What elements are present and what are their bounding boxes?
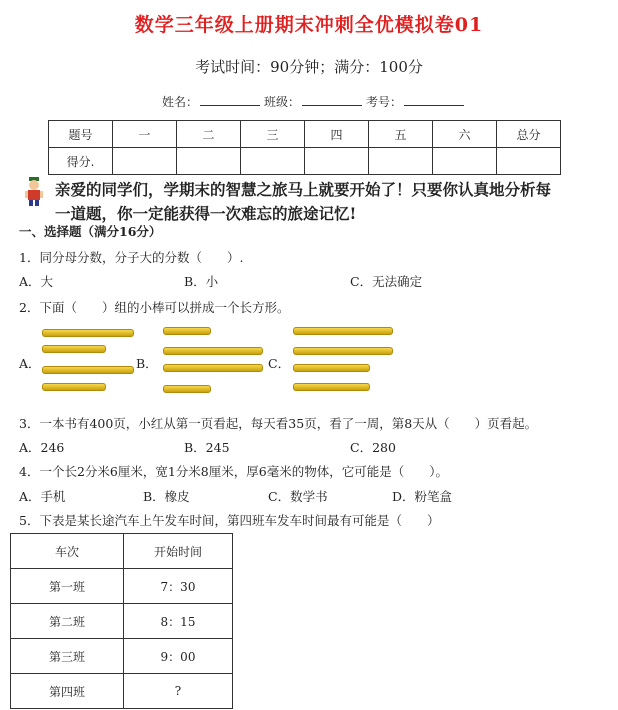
q2-option-a[interactable]: A． — [19, 356, 41, 371]
score-cell[interactable] — [241, 148, 305, 175]
stick — [293, 327, 393, 335]
question-3: 3．一本书有400页，小红从第一页看起，每天看35页，看了一周，第8天从（ ）页看起。 — [19, 416, 538, 431]
bus-schedule-table — [10, 533, 233, 709]
score-table — [48, 120, 561, 175]
name-blank[interactable] — [200, 94, 260, 106]
stick — [163, 347, 263, 355]
score-header-cell: 一 — [113, 121, 177, 148]
name-label: 姓名： — [162, 95, 199, 109]
exam-no-label: 考号： — [366, 95, 403, 109]
page-title: 数学三年级上册期末冲刺全优模拟卷01 — [134, 14, 484, 36]
score-header-cell: 五 — [369, 121, 433, 148]
exam-info-line: 考试时间：90分钟；满分：100分 — [195, 58, 423, 76]
score-header-row — [49, 121, 561, 148]
q1-option-c[interactable]: C．无法确定 — [350, 274, 423, 289]
intro-line: 一道题，你一定能获得一次难忘的旅途记忆! — [55, 204, 357, 223]
score-header-cell: 六 — [433, 121, 497, 148]
table-cell: 第二班 — [11, 604, 124, 639]
stick — [293, 347, 393, 355]
table-header-cell: 车次 — [11, 534, 124, 569]
table-cell: ? — [124, 674, 233, 709]
score-header-cell: 总分 — [497, 121, 561, 148]
exam-no-blank[interactable] — [404, 94, 464, 106]
score-cell[interactable] — [177, 148, 241, 175]
table-row — [11, 604, 233, 639]
question-4: 4．一个长2分米6厘米，宽1分米8厘米，厚6毫米的物体，它可能是（ ）。 — [19, 464, 448, 479]
q4-option-c[interactable]: C．数学书 — [268, 489, 328, 504]
intro-line: 亲爱的同学们，学期末的智慧之旅马上就要开始了！只要你认真地分析每 — [55, 180, 552, 199]
stick — [42, 366, 134, 374]
stick — [163, 364, 263, 372]
q4-option-b[interactable]: B．橡皮 — [143, 489, 190, 504]
score-row-label: 得分. — [49, 148, 113, 175]
section-heading: 一、选择题（满分16分） — [19, 224, 162, 239]
table-header-row — [11, 534, 233, 569]
score-cell[interactable] — [305, 148, 369, 175]
q4-option-a[interactable]: A．手机 — [19, 489, 66, 504]
stick — [42, 345, 106, 353]
q3-option-b[interactable]: B．245 — [184, 440, 230, 455]
stick — [293, 383, 370, 391]
table-cell: 第三班 — [11, 639, 124, 674]
q2-option-c[interactable]: C． — [268, 356, 291, 371]
table-row — [11, 639, 233, 674]
student-info — [162, 93, 468, 110]
score-header-cell: 四 — [305, 121, 369, 148]
table-cell: 第四班 — [11, 674, 124, 709]
score-cell[interactable] — [497, 148, 561, 175]
table-row — [11, 674, 233, 709]
stick — [42, 329, 134, 337]
q3-option-c[interactable]: C．280 — [350, 440, 396, 455]
score-cell[interactable] — [113, 148, 177, 175]
class-label: 班级： — [264, 95, 301, 109]
score-header-cell: 题号 — [49, 121, 113, 148]
score-header-cell: 三 — [241, 121, 305, 148]
stick — [163, 327, 211, 335]
q4-option-d[interactable]: D．粉笔盒 — [392, 489, 453, 504]
intro-text — [55, 178, 551, 226]
class-blank[interactable] — [302, 94, 362, 106]
table-header-cell: 开始时间 — [124, 534, 233, 569]
q1-option-a[interactable]: A．大 — [19, 274, 54, 289]
score-cell[interactable] — [369, 148, 433, 175]
table-cell: 第一班 — [11, 569, 124, 604]
table-cell: 7：30 — [124, 569, 233, 604]
q3-option-a[interactable]: A．246 — [19, 440, 65, 455]
question-2: 2．下面（ ）组的小棒可以拼成一个长方形。 — [19, 300, 290, 315]
score-value-row — [49, 148, 561, 175]
question-5: 5．下表是某长途汽车上午发车时间，第四班车发车时间最有可能是（ ） — [19, 513, 440, 528]
stick — [42, 383, 106, 391]
score-cell[interactable] — [433, 148, 497, 175]
mascot-icon — [22, 176, 46, 208]
table-cell: 8：15 — [124, 604, 233, 639]
stick — [163, 385, 211, 393]
table-row — [11, 569, 233, 604]
q2-option-b[interactable]: B． — [136, 356, 158, 371]
stick — [293, 364, 370, 372]
table-cell: 9：00 — [124, 639, 233, 674]
q1-option-b[interactable]: B．小 — [184, 274, 219, 289]
score-header-cell: 二 — [177, 121, 241, 148]
question-1: 1．同分母分数，分子大的分数（ ）. — [19, 250, 244, 265]
